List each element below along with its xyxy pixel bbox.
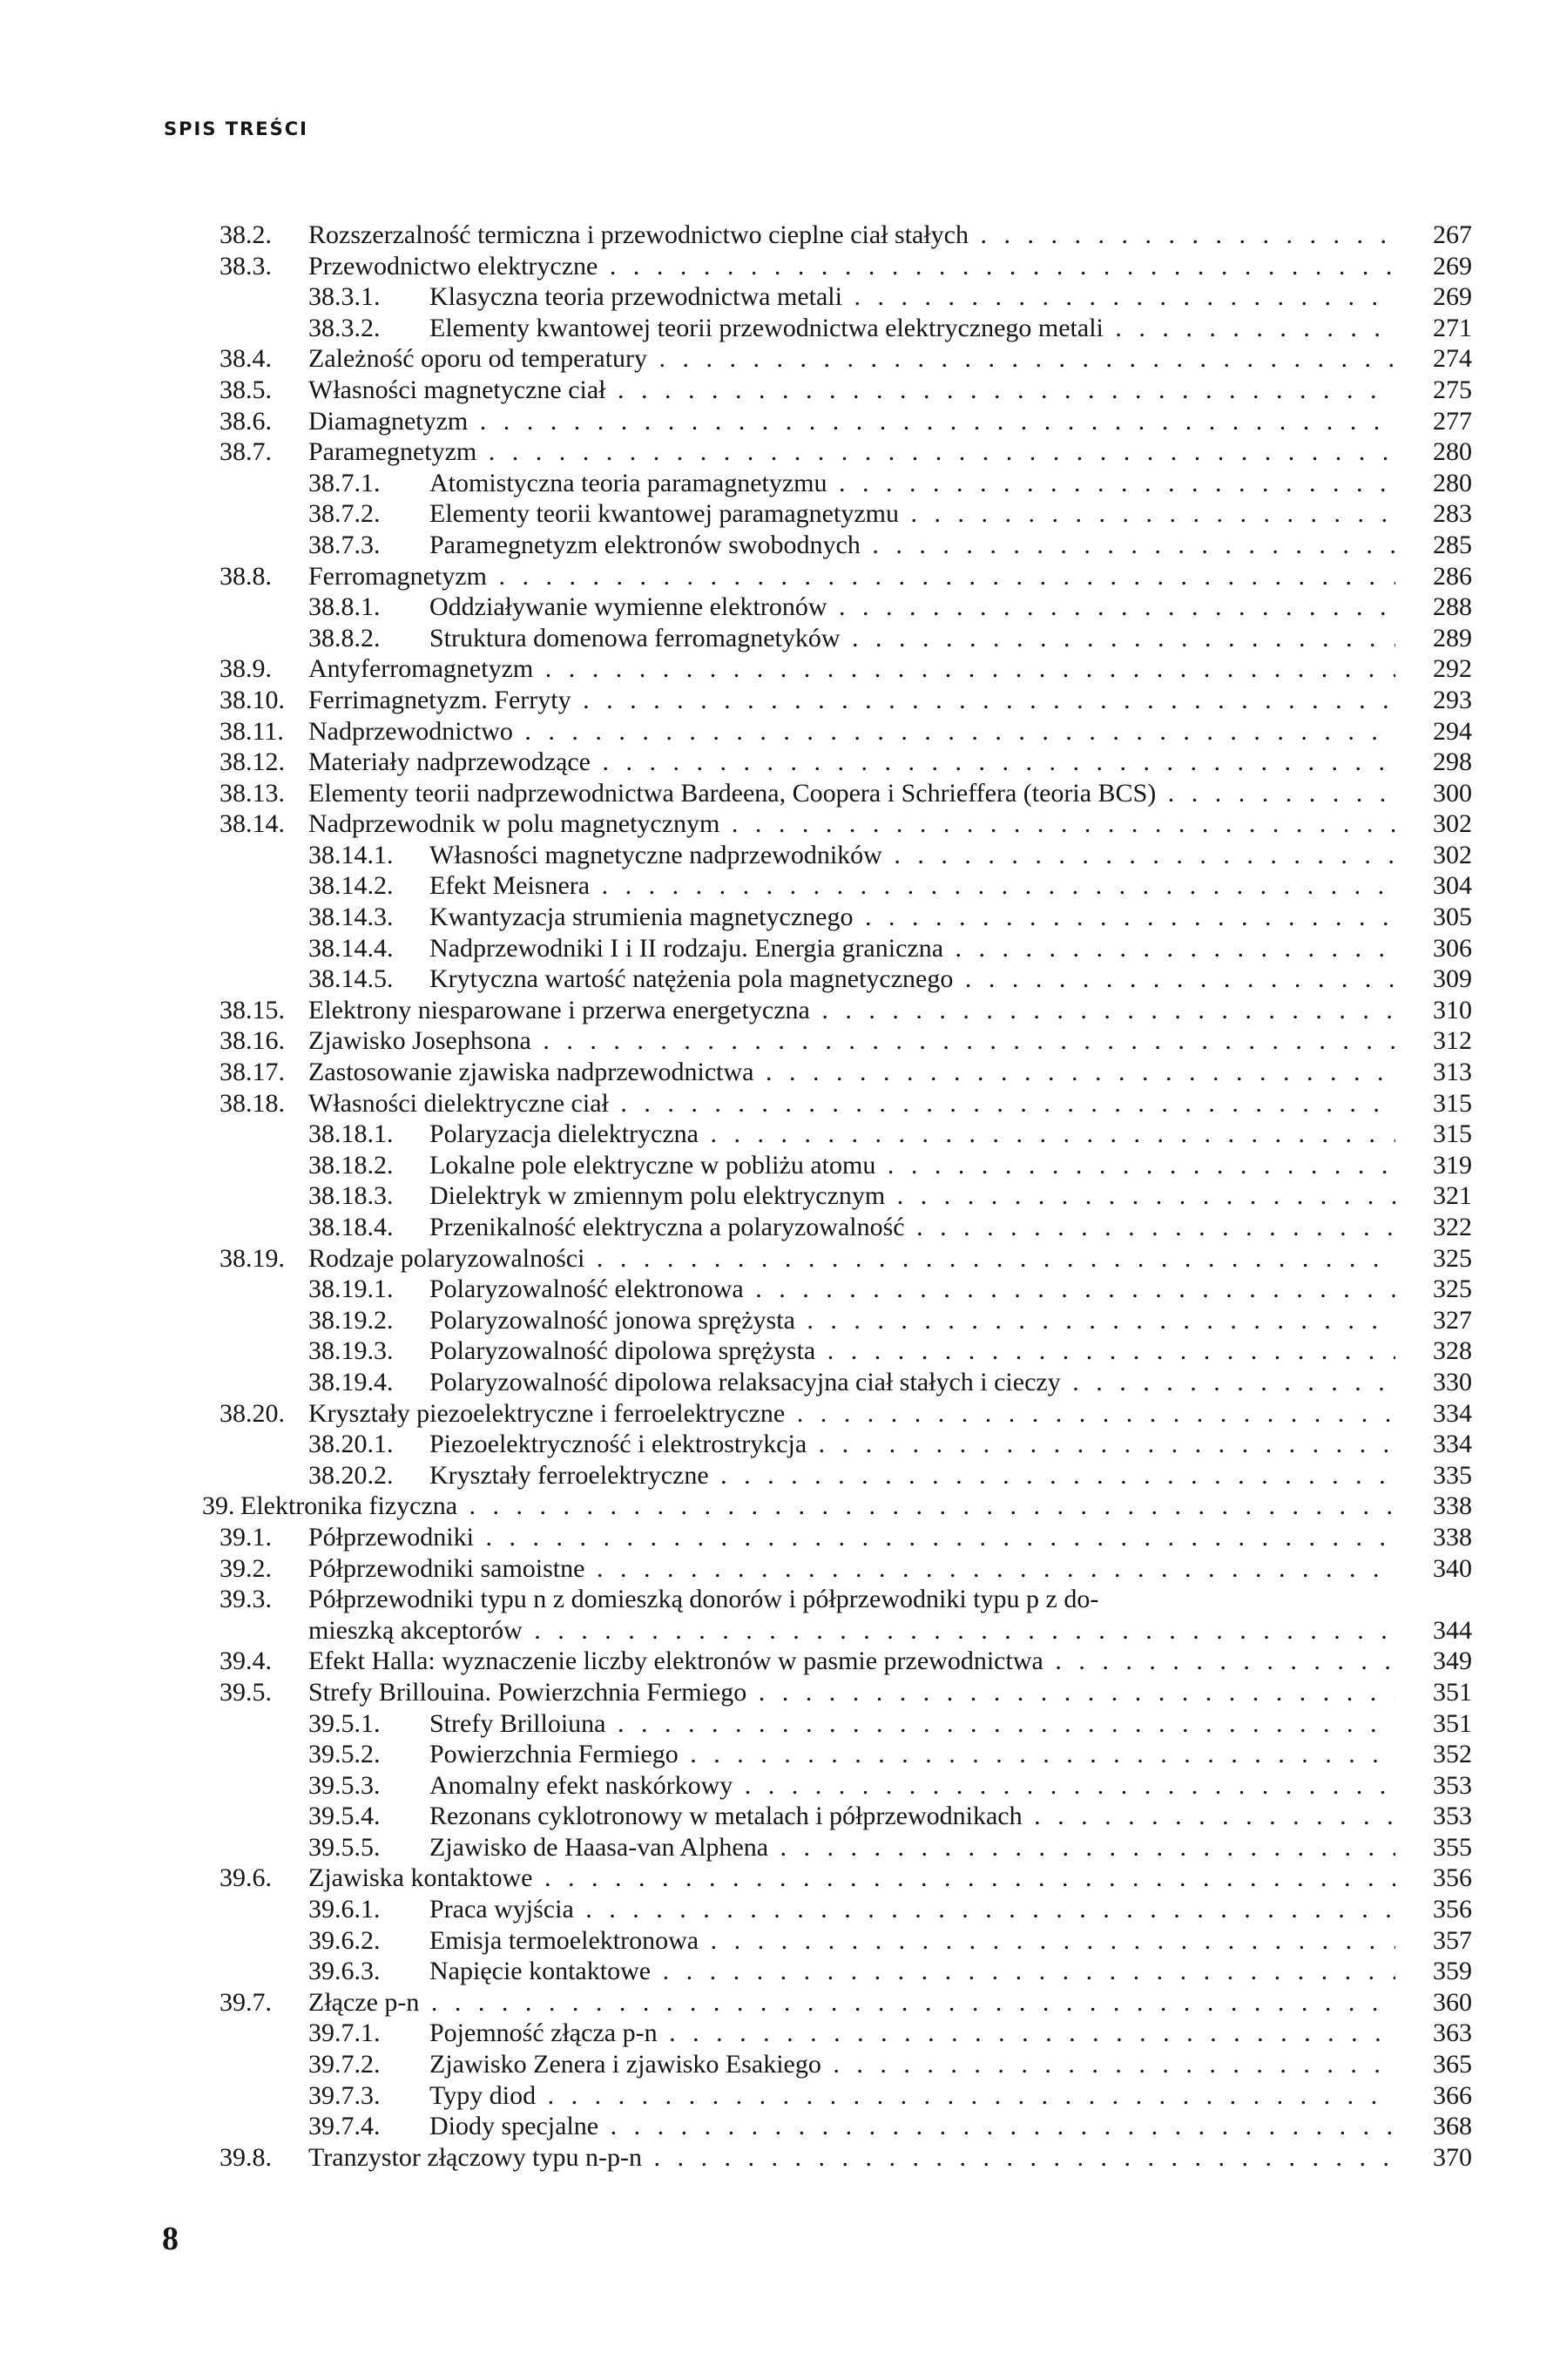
entry-page: 305: [1433, 903, 1472, 932]
toc-entry: [202, 1894, 1472, 1925]
entry-title: Strefy Brillouina. Powierzchnia Fermiego . . .: [308, 1677, 1395, 1708]
entry-number: 38.13.: [219, 778, 285, 808]
toc-entry: [202, 468, 1472, 499]
toc-entry: [202, 375, 1472, 406]
entry-number: 39.5.4.: [308, 1802, 381, 1831]
entry-title: Paramegnetyzm . . .: [308, 436, 1395, 468]
toc-entry: [202, 1491, 1472, 1522]
toc-entry: [202, 1646, 1472, 1677]
entry-page-empty: [1408, 1584, 1472, 1615]
toc-entry: [202, 1212, 1472, 1243]
toc-entry: [202, 902, 1472, 933]
entry-title: Własności dielektryczne ciał . . .: [308, 1088, 1395, 1119]
entry-page: 315: [1433, 1088, 1472, 1118]
entry-number: 38.20.1.: [308, 1430, 394, 1459]
entry-title: Piezoelektryczność i elektrostrykcja . . .: [429, 1429, 1395, 1460]
entry-title: Przewodnictwo elektryczne . . .: [308, 251, 1395, 282]
entry-title: Polaryzowalność dipolowa sprężysta . . .: [429, 1335, 1395, 1367]
entry-number: 39.6.3.: [308, 1957, 381, 1986]
toc-entry: [202, 1801, 1472, 1832]
entry-page: 327: [1433, 1305, 1472, 1335]
toc-entry: [202, 1553, 1472, 1585]
entry-page: 283: [1433, 499, 1472, 529]
entry-title: Diody specjalne . . .: [429, 2111, 1395, 2142]
entry-number: 38.19.2.: [308, 1305, 394, 1335]
toc-entry: [202, 1305, 1472, 1336]
entry-page: 289: [1433, 623, 1472, 652]
toc-entry: [202, 343, 1472, 375]
entry-title: Powierzchnia Fermiego . . .: [429, 1739, 1395, 1770]
toc-entry: [202, 2111, 1472, 2142]
running-header: SPIS TREŚCI: [164, 118, 308, 139]
entry-page: 288: [1433, 592, 1472, 622]
entry-page: 351: [1433, 1677, 1472, 1707]
entry-number: 38.5.: [219, 375, 272, 404]
toc-entry: [202, 963, 1472, 995]
toc-entry: [202, 1274, 1472, 1305]
entry-title: Własności magnetyczne nadprzewodników . . .: [429, 840, 1395, 871]
entry-number: 38.7.1.: [308, 468, 381, 497]
entry-title: Efekt Halla: wyznaczenie liczby elektronów w pasmie przewodnictwa . . .: [308, 1646, 1395, 1677]
entry-page: 349: [1433, 1646, 1472, 1676]
entry-title: Anomalny efekt naskórkowy . . .: [429, 1770, 1395, 1802]
entry-title: Przenikalność elektryczna a polaryzowalność . . .: [429, 1212, 1395, 1243]
entry-title: Elementy teorii kwantowej paramagnetyzmu . . .: [429, 498, 1395, 530]
entry-number: 39.5.2.: [308, 1740, 381, 1769]
entry-number: 38.14.4.: [308, 933, 394, 963]
toc-entry: [202, 1925, 1472, 1957]
toc-entry: [202, 808, 1472, 840]
toc-entry: [202, 1956, 1472, 1987]
entry-number: 39.7.2.: [308, 2050, 381, 2079]
entry-title: Elementy teorii nadprzewodnictwa Bardeena, Coopera i Schrieffera (teoria BCS) . . .: [308, 778, 1395, 809]
entry-page: 359: [1433, 1957, 1472, 1986]
entry-number: 38.16.: [219, 1026, 285, 1056]
toc-entry: [202, 716, 1472, 747]
entry-title: Półprzewodniki samoistne . . .: [308, 1553, 1395, 1585]
entry-page: 275: [1433, 375, 1472, 404]
entry-title: Elektrony niesparowane i przerwa energetyczna . . .: [308, 995, 1395, 1026]
entry-title: Klasyczna teoria przewodnictwa metali . . .: [429, 281, 1395, 313]
entry-number: 38.3.: [219, 251, 272, 281]
entry-page: 285: [1433, 530, 1472, 559]
entry-title: Polaryzowalność dipolowa relaksacyjna ciał stałych i cieczy . . .: [429, 1367, 1395, 1398]
toc-entry: [202, 220, 1472, 251]
entry-number: 38.10.: [219, 685, 285, 714]
entry-title: Praca wyjścia . . .: [429, 1894, 1395, 1925]
entry-page: 351: [1433, 1708, 1472, 1738]
toc-entry: [202, 1460, 1472, 1491]
toc-entry: [202, 653, 1472, 685]
entry-page: 353: [1433, 1802, 1472, 1831]
entry-number: 38.8.1.: [308, 592, 381, 622]
entry-number: 39.3.: [219, 1585, 272, 1614]
toc-entry: [202, 747, 1472, 778]
entry-page: 340: [1433, 1553, 1472, 1583]
entry-title: Pojemność złącza p-n . . .: [429, 2018, 1395, 2049]
entry-page: 360: [1433, 1987, 1472, 2017]
entry-number: 38.2.: [219, 220, 272, 249]
entry-page: 321: [1433, 1181, 1472, 1211]
entry-number: 39.7.: [219, 1987, 272, 2017]
entry-number: 39.5.3.: [308, 1770, 381, 1800]
entry-title: Strefy Brilloiuna . . .: [429, 1708, 1395, 1740]
entry-number: 39.6.: [219, 1863, 272, 1893]
entry-number: 38.14.3.: [308, 903, 394, 932]
entry-page: 325: [1433, 1243, 1472, 1273]
entry-title: Półprzewodniki typu n z domieszką donorów i półprzewodniki typu p z do-: [308, 1585, 1099, 1614]
toc-entry: [202, 530, 1472, 561]
toc-entry: [202, 2142, 1472, 2174]
entry-title: Antyferromagnetyzm . . .: [308, 653, 1395, 685]
entry-page: 277: [1433, 406, 1472, 436]
entry-page: 280: [1433, 437, 1472, 467]
entry-title: Ferrimagnetyzm. Ferryty . . .: [308, 685, 1395, 716]
entry-page: 328: [1433, 1336, 1472, 1366]
entry-title: Polaryzowalność jonowa sprężysta . . .: [429, 1305, 1395, 1336]
toc-entry: [202, 1584, 1472, 1615]
entry-number: 38.8.: [219, 561, 272, 591]
entry-title: Zależność oporu od temperatury . . .: [308, 343, 1395, 375]
entry-number: 38.14.1.: [308, 840, 394, 869]
entry-number: 39.7.4.: [308, 2112, 381, 2141]
entry-page: 335: [1433, 1460, 1472, 1490]
entry-number: 38.7.2.: [308, 499, 381, 529]
entry-number: 39.7.3.: [308, 2080, 381, 2110]
entry-page: 338: [1433, 1491, 1472, 1521]
entry-title: Elektronika fizyczna . . .: [240, 1491, 1395, 1522]
entry-title: Zjawisko de Haasa-van Alphena . . .: [429, 1832, 1395, 1863]
entry-page: 370: [1433, 2142, 1472, 2172]
entry-page: 293: [1433, 685, 1472, 714]
entry-number: 39.1.: [219, 1522, 272, 1552]
entry-page: 300: [1433, 778, 1472, 808]
entry-number: 38.12.: [219, 747, 285, 777]
entry-number: 38.14.: [219, 809, 285, 839]
entry-number: 38.11.: [219, 716, 284, 746]
entry-page: 309: [1433, 964, 1472, 994]
entry-title: Efekt Meisnera . . .: [429, 870, 1395, 902]
entry-title: Polaryzacja dielektryczna . . .: [429, 1119, 1395, 1150]
entry-page: 292: [1433, 654, 1472, 684]
entry-page: 271: [1433, 313, 1472, 342]
entry-page: 338: [1433, 1522, 1472, 1552]
entry-page: 267: [1433, 220, 1472, 249]
toc-entry: [202, 2080, 1472, 2112]
entry-page: 313: [1433, 1058, 1472, 1087]
entry-page: 294: [1433, 716, 1472, 746]
entry-number: 39.8.: [219, 2142, 272, 2172]
entry-number: 39.7.1.: [308, 2018, 381, 2048]
entry-number: 39.5.5.: [308, 1832, 381, 1862]
entry-number: 38.6.: [219, 406, 272, 436]
toc-entry: [202, 870, 1472, 902]
toc-entry: [202, 1150, 1472, 1181]
entry-number: 38.18.4.: [308, 1213, 394, 1241]
entry-number: 38.14.5.: [308, 964, 394, 994]
entry-number: 38.19.: [219, 1243, 285, 1273]
toc-entry: [202, 1832, 1472, 1863]
entry-title: Kwantyzacja strumienia magnetycznego . . .: [429, 902, 1395, 933]
entry-page: 298: [1433, 747, 1472, 777]
toc-entry: [202, 251, 1472, 282]
toc-entry: [202, 1770, 1472, 1802]
entry-page: 355: [1433, 1832, 1472, 1862]
toc-entry: [202, 498, 1472, 530]
entry-page: 330: [1433, 1367, 1472, 1396]
entry-page: 269: [1433, 282, 1472, 312]
entry-number: 39.6.2.: [308, 1925, 381, 1955]
entry-number: 39.: [202, 1491, 235, 1521]
entry-number: 39.6.1.: [308, 1895, 381, 1924]
toc-entry: [202, 436, 1472, 468]
entry-number: 38.3.1.: [308, 282, 381, 312]
entry-number: 38.18.1.: [308, 1119, 394, 1149]
entry-page: 274: [1433, 344, 1472, 374]
toc-entry: [202, 406, 1472, 437]
entry-page: 302: [1433, 809, 1472, 839]
entry-number: 38.18.3.: [308, 1181, 394, 1211]
toc-entry: [202, 1057, 1472, 1088]
toc-entry: [202, 1025, 1472, 1057]
entry-page: 269: [1433, 251, 1472, 281]
entry-page: 322: [1433, 1213, 1472, 1241]
toc-entry: [202, 995, 1472, 1026]
entry-page: 357: [1433, 1925, 1472, 1955]
entry-title: Kryształy piezoelektryczne i ferroelektryczne . . .: [308, 1398, 1395, 1430]
toc-entry: [202, 1429, 1472, 1460]
entry-number: 38.19.1.: [308, 1275, 394, 1304]
entry-title: Zjawiska kontaktowe . . .: [308, 1863, 1395, 1894]
entry-title: Kryształy ferroelektryczne . . .: [429, 1460, 1395, 1491]
entry-page: 306: [1433, 933, 1472, 963]
entry-number: 38.9.: [219, 654, 272, 684]
entry-page: 315: [1433, 1119, 1472, 1149]
entry-page: 356: [1433, 1863, 1472, 1893]
entry-page: 319: [1433, 1150, 1472, 1180]
entry-title: Nadprzewodnictwo . . .: [308, 716, 1395, 747]
toc-entry: [202, 623, 1472, 654]
entry-page: 368: [1433, 2112, 1472, 2141]
entry-number: 38.15.: [219, 995, 285, 1024]
entry-title: Diamagnetyzm . . .: [308, 406, 1395, 437]
entry-title: Oddziaływanie wymienne elektronów . . .: [429, 592, 1395, 623]
entry-title: Krytyczna wartość natężenia pola magnetycznego . . .: [429, 963, 1395, 995]
entry-title: Zastosowanie zjawiska nadprzewodnictwa . . .: [308, 1057, 1395, 1088]
toc-entry: [202, 1708, 1472, 1740]
toc-entry: [202, 1863, 1472, 1894]
entry-title-continuation: mieszką akceptorów . . .: [308, 1615, 1395, 1646]
entry-page: 325: [1433, 1275, 1472, 1304]
entry-title: Nadprzewodnik w polu magnetycznym . . .: [308, 808, 1395, 840]
toc-entry: [202, 1367, 1472, 1398]
entry-title: Lokalne pole elektryczne w pobliżu atomu . . .: [429, 1150, 1395, 1181]
toc-entry: [202, 1119, 1472, 1150]
entry-title: Zjawisko Josephsona . . .: [308, 1025, 1395, 1057]
toc-entry: [202, 685, 1472, 716]
entry-title: Półprzewodniki . . .: [308, 1522, 1395, 1553]
toc-entry: [202, 1243, 1472, 1275]
entry-title: Atomistyczna teoria paramagnetyzmu . . .: [429, 468, 1395, 499]
toc-entry: [202, 1739, 1472, 1770]
entry-title: Polaryzowalność elektronowa . . .: [429, 1274, 1395, 1305]
entry-page: 366: [1433, 2080, 1472, 2110]
entry-title: Złącze p-n . . .: [308, 1987, 1395, 2018]
entry-number: 38.18.: [219, 1088, 285, 1118]
entry-title: Napięcie kontaktowe . . .: [429, 1956, 1395, 1987]
entry-number: 38.20.: [219, 1398, 285, 1428]
entry-title: Nadprzewodniki I i II rodzaju. Energia graniczna . . .: [429, 933, 1395, 964]
entry-number: 38.8.2.: [308, 623, 381, 652]
toc-entry: [202, 778, 1472, 809]
entry-page: 356: [1433, 1895, 1472, 1924]
entry-number: 38.7.: [219, 437, 272, 467]
entry-page: 280: [1433, 468, 1472, 497]
entry-number: 39.2.: [219, 1553, 272, 1583]
entry-page: 312: [1433, 1026, 1472, 1056]
entry-title: Rezonans cyklotronowy w metalach i półprzewodnikach . . .: [429, 1801, 1395, 1832]
entry-page: 352: [1433, 1740, 1472, 1769]
entry-number: 39.5.1.: [308, 1708, 381, 1738]
toc-entry: [202, 1335, 1472, 1367]
entry-title: Ferromagnetyzm . . .: [308, 561, 1395, 592]
toc-entry: [202, 1398, 1472, 1430]
entry-number: 38.14.2.: [308, 871, 394, 901]
entry-title: Dielektryk w zmiennym polu elektrycznym . . .: [429, 1180, 1395, 1212]
entry-title: Struktura domenowa ferromagnetyków . . .: [429, 623, 1395, 654]
entry-title: Własności magnetyczne ciał . . .: [308, 375, 1395, 406]
toc-entry: [202, 561, 1472, 592]
entry-title: Typy diod . . .: [429, 2080, 1395, 2112]
entry-title: Zjawisko Zenera i zjawisko Esakiego . . .: [429, 2049, 1395, 2080]
entry-number: 38.3.2.: [308, 313, 381, 342]
entry-number: 38.18.2.: [308, 1150, 394, 1180]
toc-entry: [202, 1180, 1472, 1212]
table-of-contents: [202, 220, 1472, 2173]
entry-number: 39.5.: [219, 1677, 272, 1707]
entry-title: Rozszerzalność termiczna i przewodnictwo cieplne ciał stałych . . .: [308, 220, 1395, 251]
toc-entry: [202, 840, 1472, 871]
entry-number: 38.17.: [219, 1058, 285, 1087]
entry-number: 38.19.3.: [308, 1336, 394, 1366]
entry-page: 286: [1433, 561, 1472, 591]
entry-page: 363: [1433, 2018, 1472, 2048]
entry-number: 38.19.4.: [308, 1367, 394, 1396]
entry-page: 344: [1433, 1615, 1472, 1645]
entry-number: 39.4.: [219, 1646, 272, 1676]
entry-page: 334: [1433, 1430, 1472, 1459]
entry-title: Tranzystor złączowy typu n-p-n . . .: [308, 2142, 1395, 2174]
entry-page: 353: [1433, 1770, 1472, 1800]
entry-page: 365: [1433, 2050, 1472, 2079]
entry-page: 304: [1433, 871, 1472, 901]
entry-title: Rodzaje polaryzowalności . . .: [308, 1243, 1395, 1275]
entry-page: 302: [1433, 840, 1472, 869]
toc-entry: [202, 313, 1472, 344]
toc-entry: [202, 1677, 1472, 1708]
entry-number: 38.20.2.: [308, 1460, 394, 1490]
toc-entry: [202, 2018, 1472, 2049]
entry-number: 38.7.3.: [308, 530, 381, 559]
toc-entry: [202, 2049, 1472, 2080]
entry-title: Materiały nadprzewodzące . . .: [308, 747, 1395, 778]
page-number: 8: [162, 2221, 179, 2257]
toc-entry: [202, 1088, 1472, 1119]
toc-entry: [202, 1987, 1472, 2018]
toc-entry: [202, 1522, 1472, 1553]
toc-entry: [202, 281, 1472, 313]
entry-title: Paramegnetyzm elektronów swobodnych . . .: [429, 530, 1395, 561]
entry-title: Emisja termoelektronowa . . .: [429, 1925, 1395, 1957]
toc-entry: [202, 592, 1472, 623]
toc-entry: [202, 933, 1472, 964]
entry-title: Elementy kwantowej teorii przewodnictwa elektrycznego metali . . .: [429, 313, 1395, 344]
entry-number: 38.4.: [219, 344, 272, 374]
toc-entry-continuation: [202, 1615, 1472, 1646]
entry-page: 310: [1433, 995, 1472, 1024]
entry-page: 334: [1433, 1398, 1472, 1428]
